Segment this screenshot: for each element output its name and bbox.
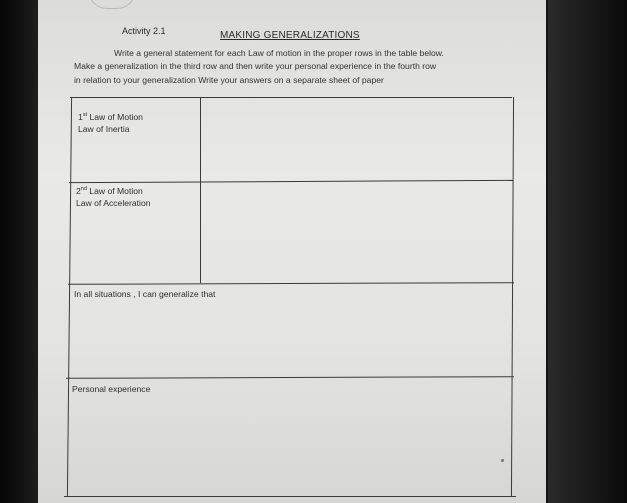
table-border-left [67, 97, 72, 497]
activity-label: Activity 2.1 [122, 26, 166, 36]
row-divider [66, 376, 514, 379]
row-3-label: In all situations , I can generalize that [74, 289, 216, 299]
column-divider [200, 97, 201, 283]
table-border-bottom [64, 496, 516, 497]
punch-hole [88, 0, 136, 9]
page-title: MAKING GENERALIZATIONS [220, 30, 360, 41]
row-1-subtitle: Law of Inertia [78, 124, 130, 134]
instruction-line-3: in relation to your generalization Write your answers on a separate sheet of paper [74, 75, 384, 85]
row-1-ordinal: 1 [78, 112, 83, 122]
row-1-ordinal-suffix: st [82, 112, 88, 118]
table-border-top [70, 97, 512, 98]
paper-speck [501, 459, 504, 462]
row-divider [68, 282, 514, 285]
row-1-label [78, 109, 143, 135]
row-4-label: Personal experience [72, 384, 151, 394]
left-background [0, 0, 38, 503]
row-2-ordinal: 2 [76, 186, 81, 196]
row-2-label [76, 183, 151, 209]
generalizations-table [64, 97, 516, 497]
instruction-line-1: Write a general statement for each Law of motion in the proper rows in the table below. [114, 48, 444, 58]
row-2-ordinal-suffix: nd [80, 186, 87, 192]
right-background [548, 0, 627, 503]
row-2-subtitle: Law of Acceleration [76, 198, 151, 208]
worksheet-page [38, 0, 546, 503]
table-border-right [511, 97, 514, 497]
instruction-line-2: Make a generalization in the third row and then write your personal experience in the fourth row [74, 61, 437, 71]
row-1-title: Law of Motion [87, 112, 143, 122]
row-2-title: Law of Motion [86, 186, 143, 196]
